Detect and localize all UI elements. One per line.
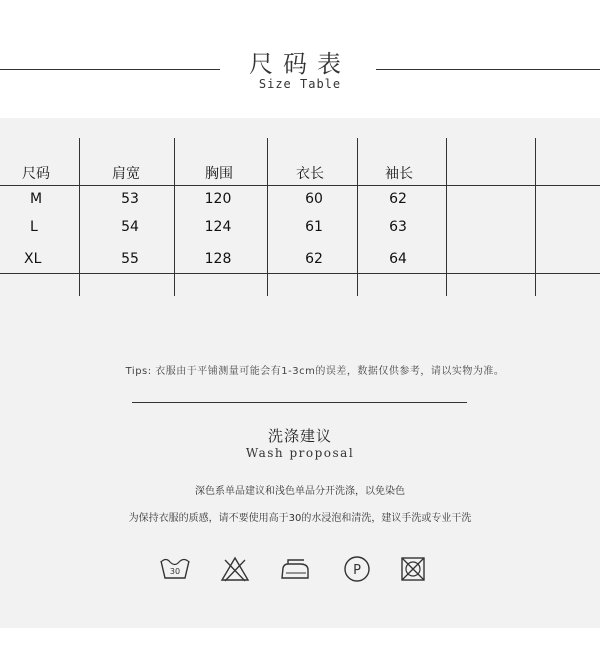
table-cell: 60: [305, 191, 323, 207]
table-cell: 63: [389, 219, 407, 235]
table-header-cell: 肩宽: [112, 166, 140, 182]
page-title: 尺码表: [249, 50, 351, 78]
table-cell: XL: [24, 251, 42, 267]
table-cell: 62: [389, 191, 407, 207]
page-subtitle: Size Table: [258, 77, 342, 91]
tips-note: Tips: 衣服由于平铺测量可能会有1-3cm的误差，数据仅供参考，请以实物为准。: [125, 366, 505, 377]
table-cell: 120: [204, 191, 232, 207]
table-header-cell: 胸围: [205, 166, 233, 182]
table-header-cell: 尺码: [22, 166, 50, 182]
table-bottom-rule: [0, 273, 600, 274]
wash-note-2: 为保持衣服的质感，请不要使用高于30的水浸泡和清洗，建议手洗或专业干洗: [128, 513, 472, 524]
table-cell: 124: [204, 219, 232, 235]
table-cell: 128: [204, 251, 232, 267]
no-tumble-dry-icon: [396, 552, 430, 586]
table-cell: 61: [305, 219, 323, 235]
iron-icon: [278, 552, 312, 586]
table-cell: L: [30, 219, 38, 235]
table-header-rule: [0, 185, 600, 186]
wash-30-icon: [158, 552, 192, 586]
dry-clean-letter: P: [353, 563, 361, 578]
wash-temp-label: 30: [169, 567, 181, 576]
wash-note-1: 深色系单品建议和浅色单品分开洗涤，以免染色: [195, 486, 405, 497]
table-cell: 54: [121, 219, 139, 235]
table-cell: M: [30, 191, 43, 207]
wash-title: 洗涤建议: [267, 427, 332, 445]
table-header-cell: 袖长: [385, 166, 413, 182]
wash-subtitle: Wash proposal: [245, 446, 355, 460]
no-bleach-icon: [218, 552, 252, 586]
section-divider: [132, 402, 467, 403]
table-cell: 55: [121, 251, 139, 267]
table-cell: 64: [389, 251, 407, 267]
table-cell: 53: [121, 191, 139, 207]
table-cell: 62: [305, 251, 323, 267]
table-header-cell: 衣长: [296, 166, 324, 182]
dry-clean-p-icon: [340, 552, 374, 586]
